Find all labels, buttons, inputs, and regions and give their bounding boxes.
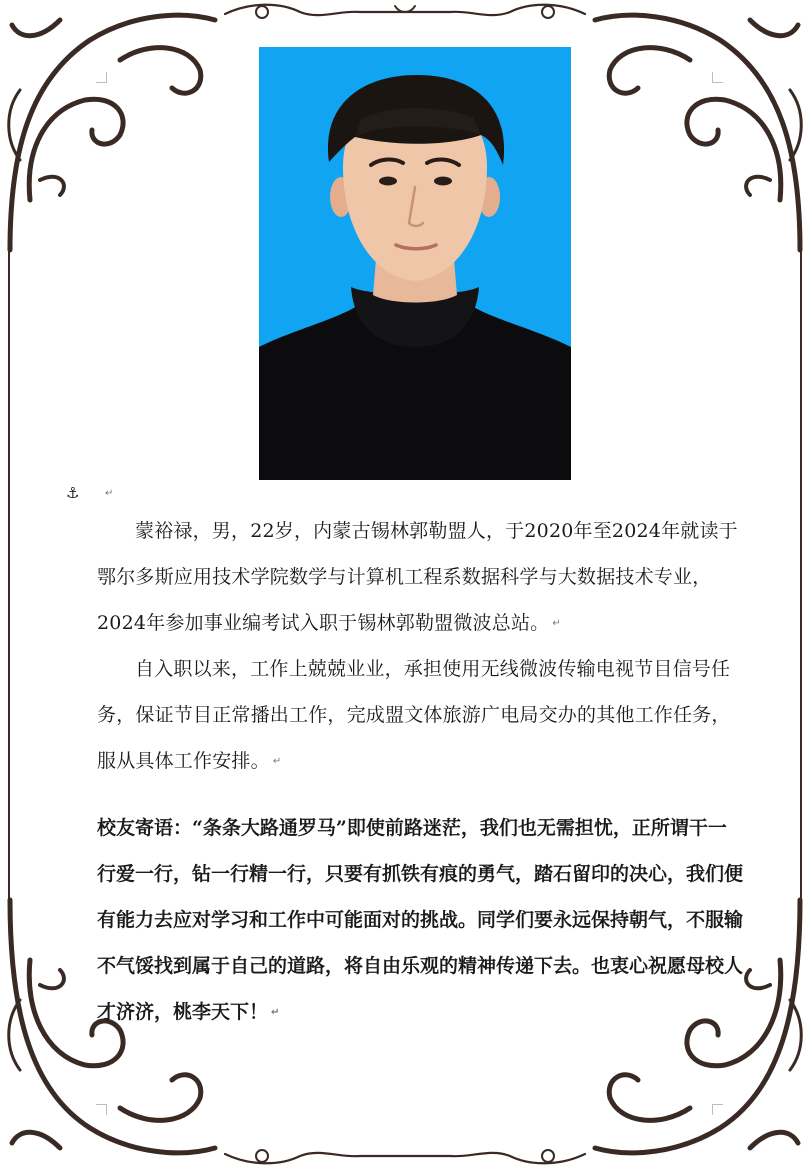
margin-corner-mark (96, 72, 107, 83)
anchor-icon: ⚓ (66, 484, 80, 502)
bio-paragraph-1 (97, 508, 745, 647)
corner-top-left (9, 15, 215, 250)
margin-corner-mark (96, 1104, 107, 1115)
paragraph-mark: ↵ (552, 618, 561, 629)
alumni-message-text: 校友寄语：“条条大路通罗马”即使前路迷茫，我们也无需担忧，正所谓干一行爱一行，钻一行精一行，只要有抓铁有痕的勇气，踏石留印的决心，我们便有能力去应对学习和工作中可能面对的挑战。同学们要永远保持朝气，不服输不气馁找到属于自己的道路，将自由乐观的精神传递下去。也衷心祝愿母校人才济济，桃李天下！ (97, 817, 744, 1023)
paragraph-mark: ↵ (271, 1007, 280, 1018)
portrait-photo[interactable] (259, 47, 571, 480)
paragraph-mark: ↵ (105, 488, 114, 499)
bio-paragraph-2-text: 自入职以来，工作上兢兢业业，承担使用无线微波传输电视节目信号任务，保证节目正常播出工作，完成盟文体旅游广电局交办的其他工作任务，服从具体工作安排。 (97, 658, 731, 772)
margin-corner-mark (712, 72, 723, 83)
portrait-illustration (259, 47, 571, 480)
paragraph-mark: ↵ (272, 756, 282, 767)
bottom-center-ornament (225, 1150, 585, 1163)
corner-top-right (595, 15, 801, 250)
alumni-message (97, 805, 745, 1036)
bio-paragraph-2 (97, 646, 745, 785)
bio-paragraph-1-text: 蒙裕禄，男，22岁，内蒙古锡林郭勒盟人，于2020年至2024年就读于鄂尔多斯应用技术学院数学与计算机工程系数据科学与大数据技术专业，2024年参加事业编考试入职于锡林郭勒盟微波总站。 (97, 520, 738, 634)
margin-corner-mark (712, 1104, 723, 1115)
top-center-ornament (225, 5, 585, 18)
